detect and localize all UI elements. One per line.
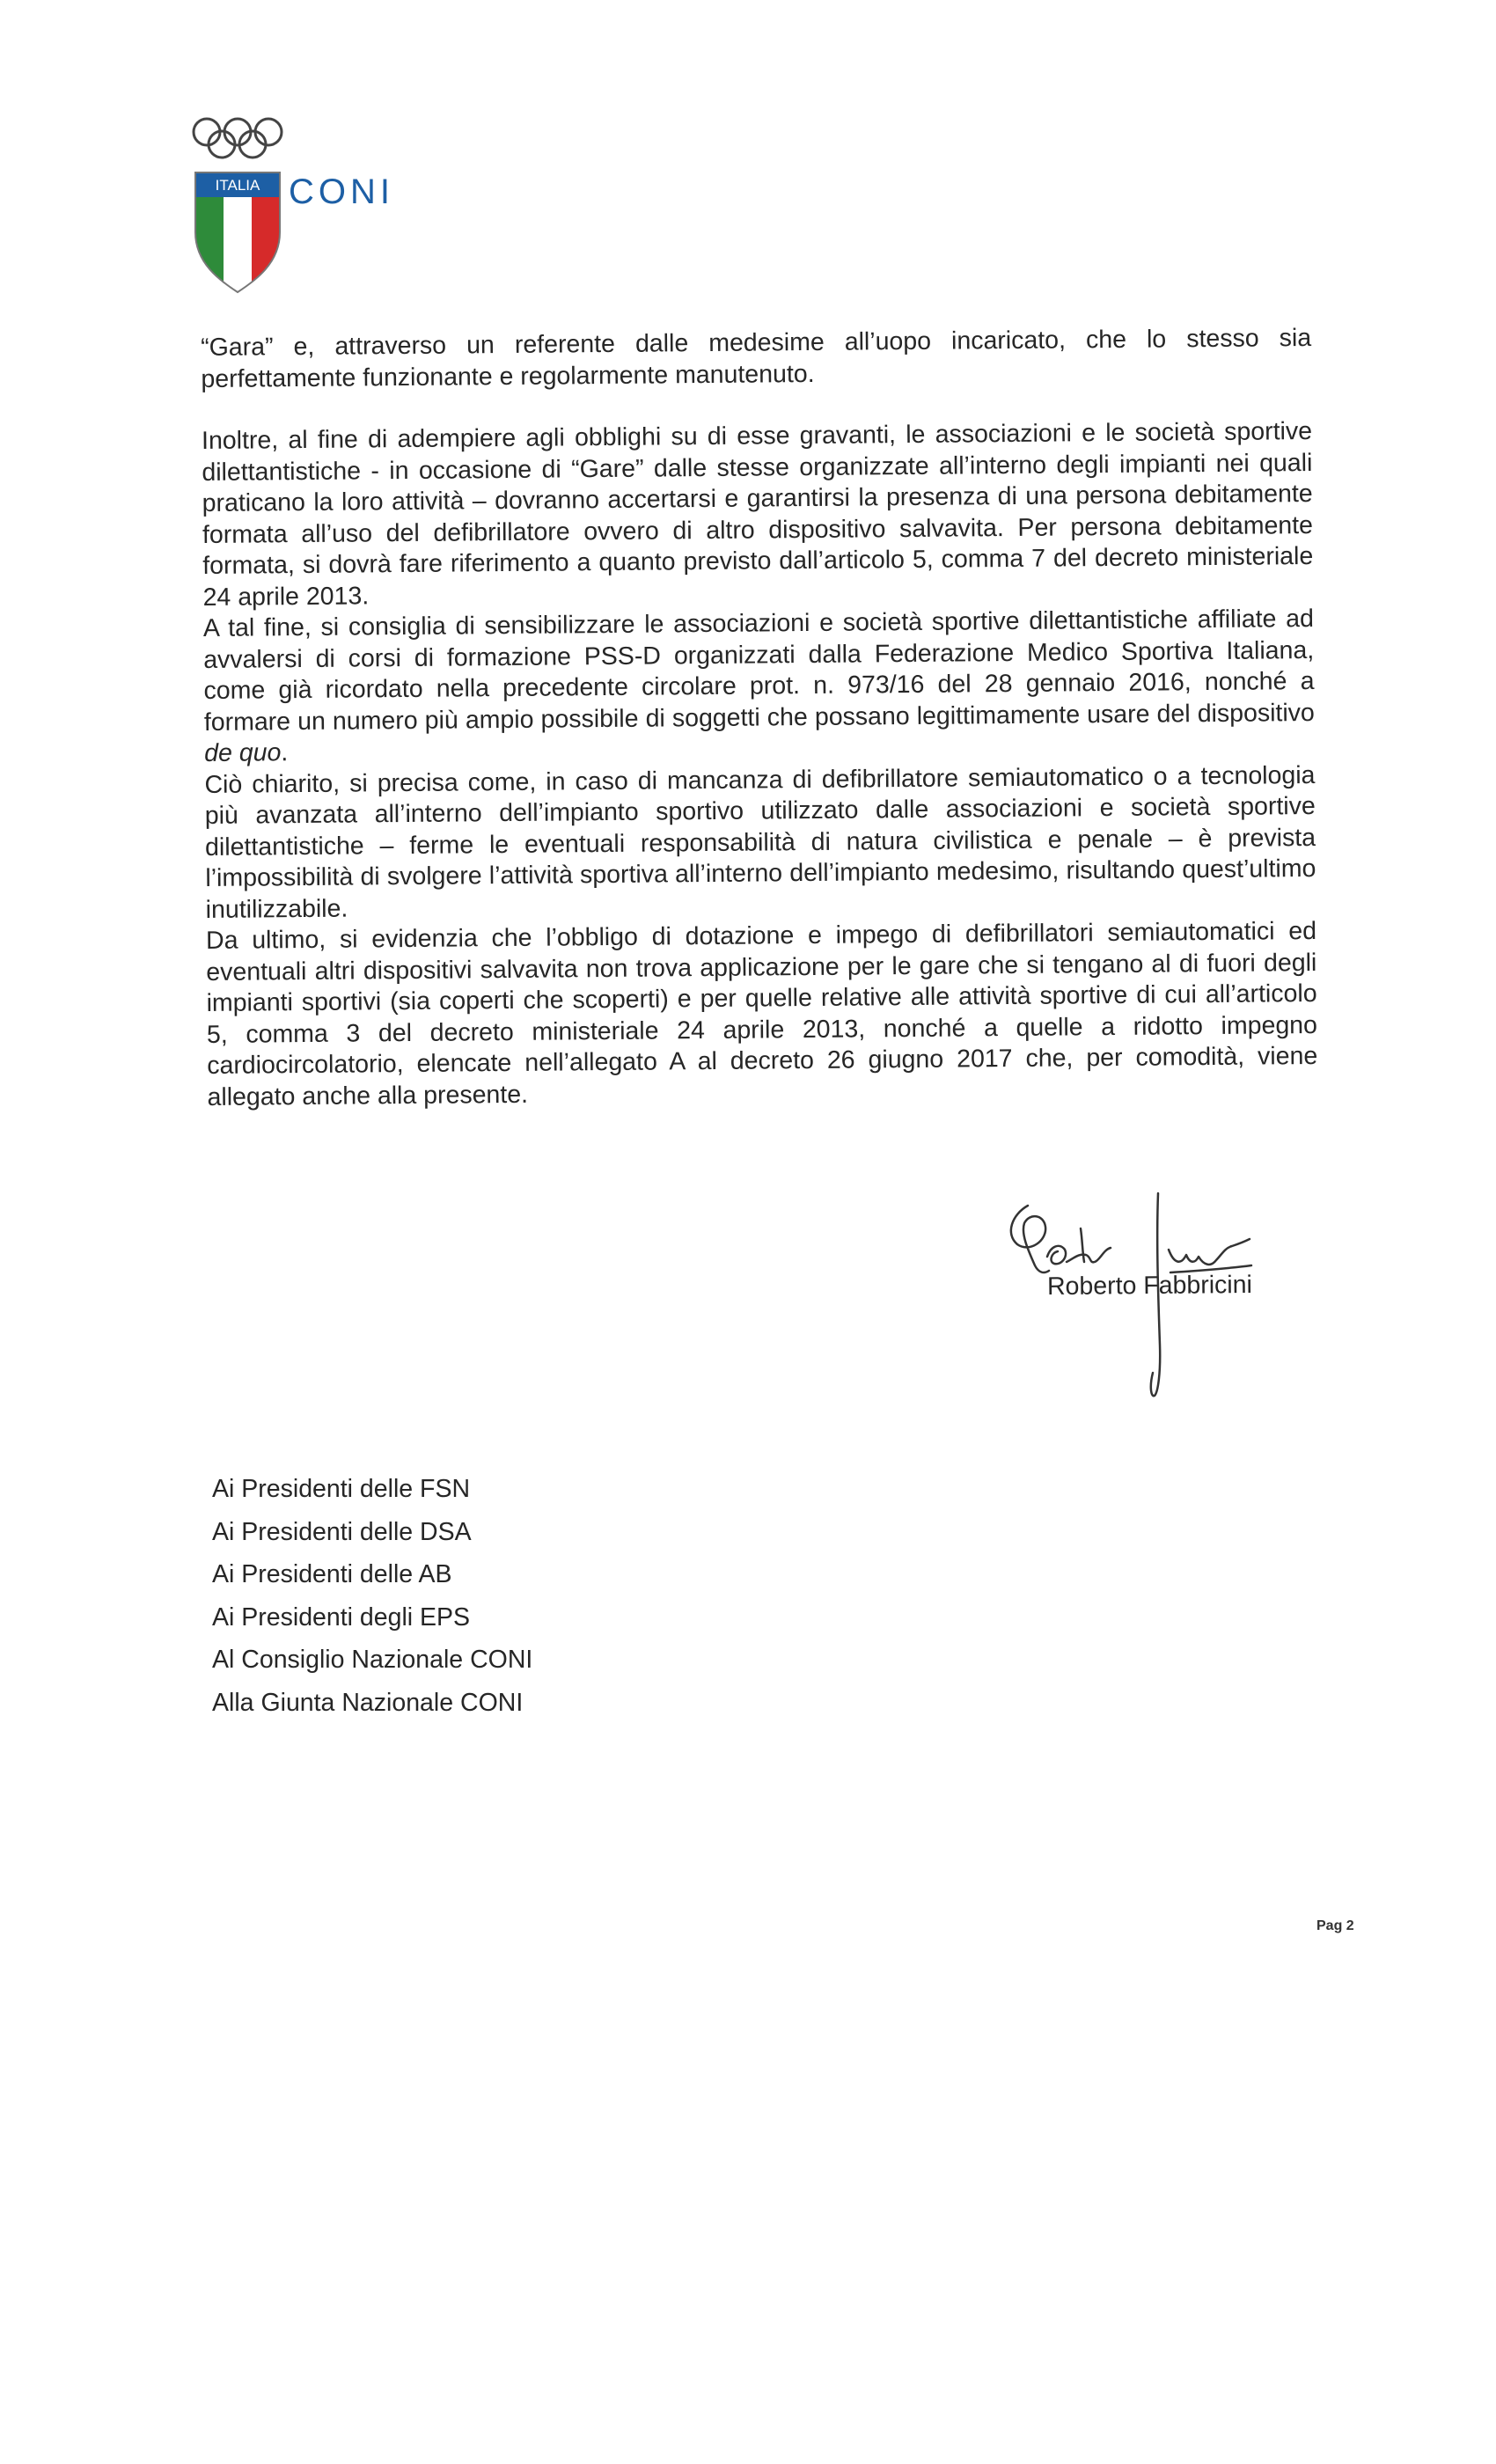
recipient-item: Al Consiglio Nazionale CONI xyxy=(212,1646,533,1674)
signer-name: Roberto Fabbricini xyxy=(1046,1270,1252,1302)
coni-wordmark: CONI xyxy=(289,172,394,211)
italia-shield-icon xyxy=(194,171,282,294)
olympic-rings-icon xyxy=(189,116,288,162)
recipient-item: Ai Presidenti delle AB xyxy=(212,1560,452,1588)
paragraph-5: Da ultimo, si evidenzia che l’obbligo di dotazione e impego di defibrillatori semiautomatici ed eventuali altri dispositivi salvavita non trova applicazione per le gare che si tengano al di fuori degli impianti sportivi (sia coperti che scoperti) e per quelle relative alle attività sportive di cui all’articolo 5, comma 3 del decreto ministeriale 24 aprile 2013, nonché a quelle a ridotto impegno cardiocircolatorio, elencate nell’allegato A al decreto 26 giugno 2017 che, per comodità, viene allegato anche alla presente. xyxy=(205,916,1318,1111)
handwritten-signature xyxy=(994,1188,1329,1417)
paragraph-4: Ciò chiarito, si precisa come, in caso di mancanza di defibrillatore semiautomatico o a tecnologia più avanzata all’interno dell’impianto sportivo utilizzato dalle associazioni e società sportive dilettantistiche – ferme le eventuali responsabilità di natura civilistica e penale – è prevista l’impossibilità di svolgere l’attività sportiva all’interno dell’impianto medesimo, risultando quest’ultimo inutilizzabile. xyxy=(204,760,1316,924)
paragraph-3 xyxy=(203,604,1316,770)
paragraph-3-end: . xyxy=(281,738,289,767)
paragraph-3-italic: de quo xyxy=(204,738,282,767)
paragraph-1: “Gara” e, attraverso un referente dalle medesime all’uopo incaricato, che lo stesso sia perfettamente funzionante e regolarmente manutenuto. xyxy=(201,323,1312,393)
letter-body xyxy=(201,323,1318,1113)
recipient-item: Ai Presidenti delle FSN xyxy=(212,1475,471,1503)
signature-block xyxy=(994,1188,1329,1417)
recipient-item: Ai Presidenti degli EPS xyxy=(212,1602,471,1632)
paragraph-3-text: A tal fine, si consiglia di sensibilizzare le associazioni e società sportive dilettantistiche affiliate ad avvalersi di corsi di formazione PSS-D organizzati dalla Federazione Medico Sportiva Italiana, come già ricordato nella precedente circolare prot. n. 973/16 del 28 gennaio 2016, nonché a formare un numero più ampio possibile di soggetti che possano legittimamente usare del dispositivo xyxy=(202,604,1315,737)
recipient-item: Ai Presidenti delle DSA xyxy=(212,1517,472,1546)
page-number: Pag 2 xyxy=(1316,1918,1354,1933)
recipients-list xyxy=(212,1468,532,1724)
paragraph-2: Inoltre, al fine di adempiere agli obblighi su di esse gravanti, le associazioni e le società sportive dilettantistiche - in occasione di “Gare” dalle stesse organizzate all’interno degli impianti nei quali praticano la loro attività – dovranno accertarsi e garantirsi la presenza di una persona debitamente formata all’uso del defibrillatore ovvero di altro dispositivo salvavita. Per persona debitamente formata, si dovrà fare riferimento a quanto previsto dall’articolo 5, comma 7 del decreto ministeriale 24 aprile 2013. xyxy=(201,416,1314,612)
recipient-item: Alla Giunta Nazionale CONI xyxy=(212,1688,524,1717)
logo-shield-text: ITALIA xyxy=(215,177,260,194)
coni-logo xyxy=(180,116,436,301)
